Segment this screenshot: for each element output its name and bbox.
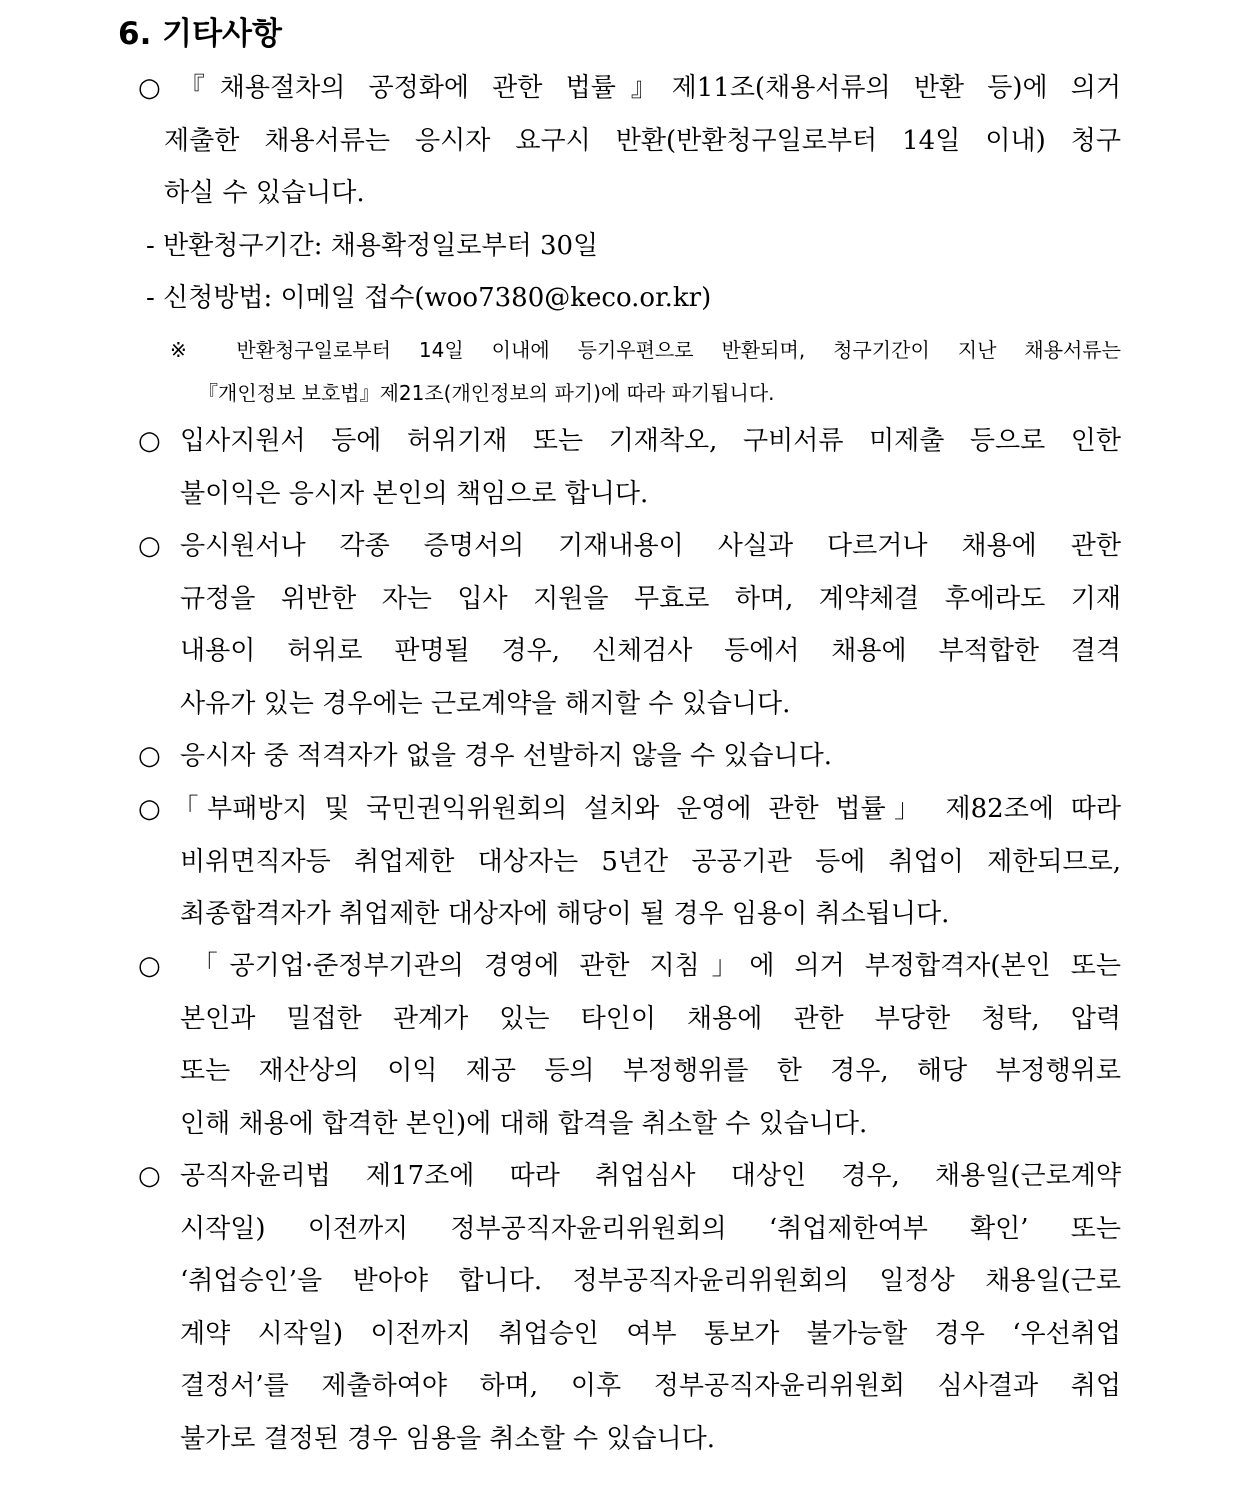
- list-item-line: 본인과 밀접한 관계가 있는 타인이 채용에 관한 부당한 청탁, 압력: [180, 1003, 1121, 1034]
- list-item-line: ‘취업승인’을 받아야 합니다. 정부공직자윤리위원회의 일정상 채용일(근로: [180, 1266, 1121, 1296]
- list-item-document-return: [138, 62, 1121, 220]
- list-item-line: ○ 「부패방지 및 국민권익위원회의 설치와 운영에 관한 법률」 제82조에 따라: [138, 783, 1121, 836]
- list-item-invalid-application: [138, 520, 1121, 730]
- list-item-fraudulent-pass: [138, 940, 1121, 1150]
- bullet-circle-icon: ○: [138, 951, 161, 981]
- list-item-line: ○ 응시자 중 적격자가 없을 경우 선발하지 않을 수 있습니다.: [138, 730, 1121, 783]
- list-item-line: ○ 입사지원서 등에 허위기재 또는 기재착오, 구비서류 미제출 등으로 인한: [138, 415, 1121, 468]
- section-title: 6. 기타사항: [118, 16, 282, 52]
- list-item-line: 규정을 위반한 자는 입사 지원을 무효로 하며, 계약체결 후에라도 기재: [180, 583, 1121, 614]
- sub-item-return-period: - 반환청구기간: 채용확정일로부터 30일: [146, 231, 599, 261]
- list-item-line: 내용이 허위로 판명될 경우, 신체검사 등에서 채용에 부적합한 결격: [180, 636, 1121, 666]
- list-item-anti-corruption: [138, 783, 1121, 941]
- note-line: ※ 반환청구일로부터 14일 이내에 등기우편으로 반환되며, 청구기간이 지난 채용서류는: [170, 338, 1121, 362]
- list-item-line: 시작일) 이전까지 정부공직자윤리위원회의 ‘취업제한여부 확인’ 또는: [180, 1213, 1121, 1244]
- list-item-line: 불가로 결정된 경우 임용을 취소할 수 있습니다.: [180, 1423, 716, 1454]
- list-item-line: 결정서’를 제출하여야 하며, 이후 정부공직자윤리위원회 심사결과 취업: [180, 1371, 1121, 1401]
- list-item-line: 최종합격자가 취업제한 대상자에 해당이 될 경우 임용이 취소됩니다.: [180, 899, 950, 929]
- note-line: 『개인정보 보호법』제21조(개인정보의 파기)에 따라 파기됩니다.: [198, 381, 775, 405]
- list-item-line: ○ 응시원서나 각종 증명서의 기재내용이 사실과 다르거나 채용에 관한: [138, 520, 1121, 573]
- note-block: [170, 329, 1121, 415]
- bullet-circle-icon: ○: [138, 73, 161, 103]
- list-item-line: ○ 『채용절차의 공정화에 관한 법률』제11조(채용서류의 반환 등)에 의거: [138, 62, 1121, 115]
- list-item-line: ○ 공직자윤리법 제17조에 따라 취업심사 대상인 경우, 채용일(근로계약: [138, 1150, 1121, 1203]
- list-item-public-ethics: [138, 1150, 1121, 1465]
- bullet-circle-icon: ○: [138, 426, 161, 456]
- list-item-line: 비위면직자등 취업제한 대상자는 5년간 공공기관 등에 취업이 제한되므로,: [180, 846, 1121, 877]
- bullet-circle-icon: ○: [138, 1161, 161, 1191]
- bullet-circle-icon: ○: [138, 741, 161, 771]
- bullet-circle-icon: ○: [138, 794, 161, 824]
- list-item-line: 사유가 있는 경우에는 근로계약을 해지할 수 있습니다.: [180, 688, 791, 719]
- list-item-line: ○ 「공기업·준정부기관의 경영에 관한 지침」에 의거 부정합격자(본인 또는: [138, 940, 1121, 993]
- bullet-circle-icon: ○: [138, 531, 161, 561]
- list-item-line: 또는 재산상의 이익 제공 등의 부정행위를 한 경우, 해당 부정행위로: [180, 1056, 1121, 1086]
- list-item-false-entry: [138, 415, 1121, 520]
- list-item-line: 제출한 채용서류는 응시자 요구시 반환(반환청구일로부터 14일 이내) 청구: [164, 125, 1121, 156]
- list-item-line: 불이익은 응시자 본인의 책임으로 합니다.: [180, 478, 649, 509]
- sub-item-application-method: - 신청방법: 이메일 접수(woo7380@keco.or.kr): [146, 283, 712, 313]
- list-item-line: 인해 채용에 합격한 본인)에 대해 합격을 취소할 수 있습니다.: [180, 1108, 868, 1139]
- list-item-line: 계약 시작일) 이전까지 취업승인 여부 통보가 불가능할 경우 ‘우선취업: [180, 1318, 1121, 1349]
- list-item-no-qualified: [138, 730, 1121, 783]
- list-item-line: 하실 수 있습니다.: [164, 178, 365, 208]
